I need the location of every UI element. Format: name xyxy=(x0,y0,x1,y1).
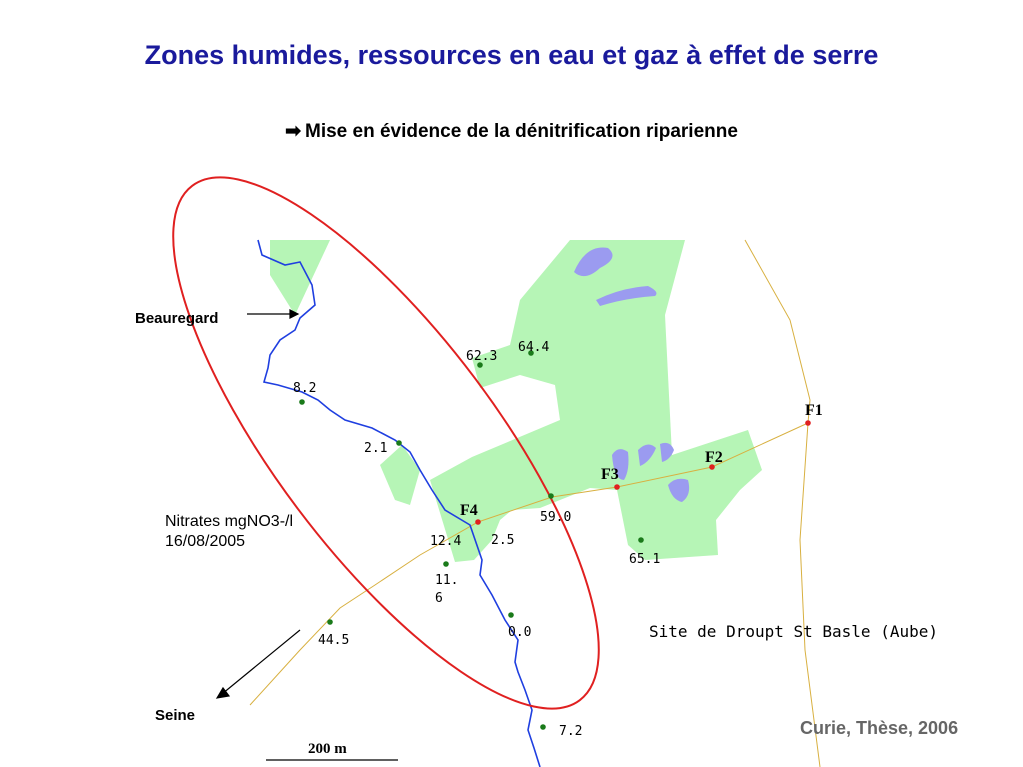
well-point-f1 xyxy=(805,420,811,426)
measurement-label: 64.4 xyxy=(518,340,550,355)
road-east xyxy=(745,240,820,767)
measurement-label: 12.4 xyxy=(430,534,462,549)
well-label-f4: F4 xyxy=(460,502,478,519)
measurement-label: 59.0 xyxy=(540,510,572,525)
arrows xyxy=(217,310,300,698)
measurement-label: 0.0 xyxy=(508,625,532,640)
measurement-label: 2.1 xyxy=(364,441,388,456)
measurement-label: 6 xyxy=(435,591,443,606)
page-title: Zones humides, ressources en eau et gaz à effet de serre xyxy=(144,40,879,70)
arrow-right-icon: ➡ xyxy=(285,121,301,142)
wetland-zone-north xyxy=(270,240,330,315)
sample-point xyxy=(548,493,554,499)
subtitle-text: Mise en évidence de la dénitrification riparienne xyxy=(305,121,738,142)
measurement-label: 2.5 xyxy=(491,533,515,548)
well-label-f2: F2 xyxy=(705,449,723,466)
wetland-zones xyxy=(270,240,762,562)
wetland-zone-main xyxy=(430,240,762,562)
measurement-label: 44.5 xyxy=(318,633,350,648)
nitrates-date-label: 16/08/2005 xyxy=(165,533,246,550)
nitrates-unit-label: Nitrates mgNO3-/l xyxy=(165,513,294,530)
sample-point xyxy=(508,612,514,618)
seine-arrow-icon xyxy=(222,630,300,694)
sample-point xyxy=(396,440,402,446)
measurement-label: 11. xyxy=(435,573,459,588)
measurement-label: 65.1 xyxy=(629,552,661,567)
measurement-label: 8.2 xyxy=(293,381,317,396)
sample-point xyxy=(299,399,305,405)
measurement-label: 62.3 xyxy=(466,349,498,364)
well-point-f3 xyxy=(614,484,620,490)
place-label-beauregard: Beauregard xyxy=(135,310,219,327)
sample-point xyxy=(540,724,546,730)
site-label: Site de Droupt St Basle (Aube) xyxy=(649,622,938,641)
nitrates-info xyxy=(165,512,293,552)
scale-label: 200 m xyxy=(308,741,347,757)
sample-point xyxy=(443,561,449,567)
well-label-f1: F1 xyxy=(805,402,823,419)
sample-point xyxy=(638,537,644,543)
sample-point xyxy=(327,619,333,625)
credit-label: Curie, Thèse, 2006 xyxy=(800,718,959,738)
measurement-label: 7.2 xyxy=(559,724,583,739)
place-label-seine: Seine xyxy=(155,707,196,724)
well-point-f4 xyxy=(475,519,481,525)
well-label-f3: F3 xyxy=(601,466,619,483)
